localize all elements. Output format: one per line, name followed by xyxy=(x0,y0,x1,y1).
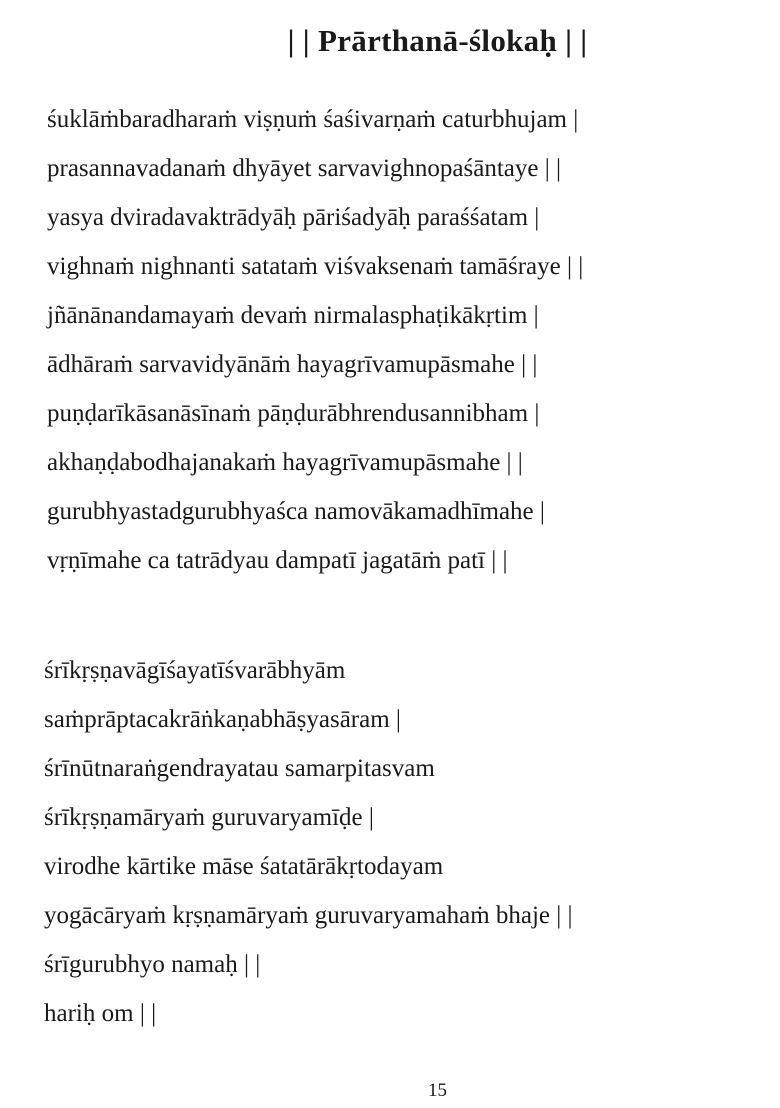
verse-line: śrīgurubhyo namaḥ | | xyxy=(44,951,261,978)
verse-line: hariḥ om | | xyxy=(44,1000,157,1027)
verse-line: ādhāraṁ sarvavidyānāṁ hayagrīvamupāsmahe | | xyxy=(47,351,538,378)
verse-line: virodhe kārtike māse śatatārākṛtodayam xyxy=(44,853,444,880)
verse-line: jñānānandamayaṁ devaṁ nirmalasphaṭikākṛtim | xyxy=(47,302,539,329)
page-number: 15 xyxy=(428,1080,447,1101)
page-title: | | Prārthanā-ślokaḥ | | xyxy=(287,22,588,58)
verse-line: puṇḍarīkāsanāsīnaṁ pāṇḍurābhrendusannibham | xyxy=(47,400,540,427)
verse-line: prasannavadanaṁ dhyāyet sarvavighnopaśāntaye | | xyxy=(47,155,561,182)
verse-line: śrīnūtnaraṅgendrayatau samarpitasvam xyxy=(44,755,435,782)
verse-line: śrīkṛṣṇavāgīśayatīśvarābhyām xyxy=(44,657,346,684)
verse-line: vighnaṁ nighnanti satataṁ viśvaksenaṁ tamāśraye | | xyxy=(47,253,584,280)
verse-line: yasya dviradavaktrādyāḥ pāriśadyāḥ paraśśatam | xyxy=(47,204,540,231)
verse-line: saṁprāptacakrāṅkaṇabhāṣyasāram | xyxy=(44,706,401,733)
verse-line: gurubhyastadgurubhyaśca namovākamadhīmahe | xyxy=(47,498,545,525)
verse-line: śrīkṛṣṇamāryaṁ guruvaryamīḍe | xyxy=(44,804,374,831)
verse-line: akhaṇḍabodhajanakaṁ hayagrīvamupāsmahe | | xyxy=(47,449,523,476)
verse-line: vṛṇīmahe ca tatrādyau dampatī jagatāṁ patī | | xyxy=(47,547,508,574)
verse-line: yogācāryaṁ kṛṣṇamāryaṁ guruvaryamahaṁ bhaje | | xyxy=(44,902,573,929)
verse-line: śuklāṁbaradharaṁ viṣṇuṁ śaśivarṇaṁ caturbhujam | xyxy=(47,106,579,133)
